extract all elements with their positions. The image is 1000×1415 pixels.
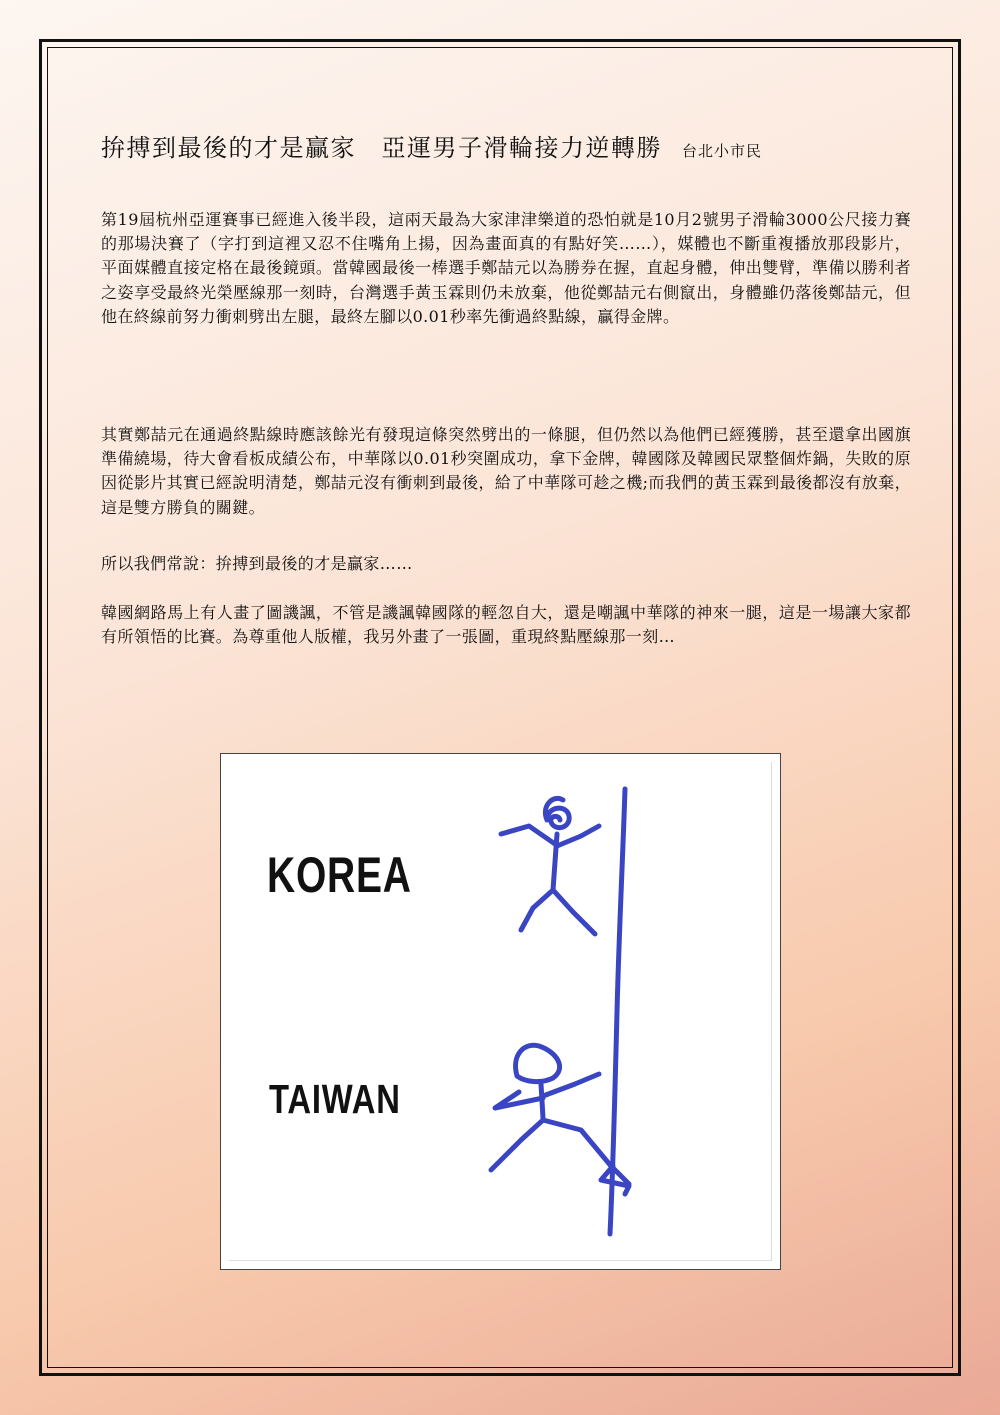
article-title: 拚搏到最後的才是贏家 亞運男子滑輪接力逆轉勝 xyxy=(101,134,662,162)
paragraph-4: 韓國網路馬上有人畫了圖譏諷，不管是譏諷韓國隊的輕忽自大，還是嘲諷中華隊的神來一腿，這是一場讓大家都有所領悟的比賽。為尊重他人版權，我另外畫了一張圖，重現終點壓線那一刻… xyxy=(101,603,911,647)
taiwan-body xyxy=(541,1084,543,1118)
article-author: 台北小市民 xyxy=(682,142,763,160)
stick-figure-drawing xyxy=(229,762,774,1263)
article-header xyxy=(101,128,911,163)
korea-label: KOREA xyxy=(267,847,412,903)
taiwan-left-arm xyxy=(495,1092,543,1108)
korea-head xyxy=(545,798,569,827)
finish-line-illustration xyxy=(220,753,781,1270)
taiwan-back-leg xyxy=(491,1120,543,1170)
korea-right-leg xyxy=(553,890,595,934)
illustration-canvas xyxy=(229,762,772,1261)
korea-stick-figure xyxy=(501,798,599,934)
taiwan-label: TAIWAN xyxy=(269,1076,401,1122)
taiwan-stick-figure xyxy=(491,1045,629,1194)
paragraph-3: 所以我們常說：拚搏到最後的才是贏家…… xyxy=(101,554,413,573)
korea-left-leg xyxy=(521,890,553,930)
taiwan-head xyxy=(516,1045,560,1081)
paragraph-2: 其實鄭喆元在通過終點線時應該餘光有發現這條突然劈出的一條腿，但仍然以為他們已經獲勝，甚至還拿出國旗準備繞場，待大會看板成績公布，中華隊以0.01秒突圍成功，拿下金牌，韓國隊及韓國民眾整個炸鍋，失敗的原因從影片其實已經說明清楚，鄭喆元沒有衝刺到最後，給了中華隊可趁之機;而我們的黃玉霖到最後都沒有放棄，這是雙方勝負的關鍵。 xyxy=(101,425,911,517)
korea-left-arm xyxy=(501,826,555,844)
paragraph-1: 第19屆杭州亞運賽事已經進入後半段，這兩天最為大家津津樂道的恐怕就是10月2號男子滑輪3000公尺接力賽的那場決賽了（字打到這裡又忍不住嘴角上揚，因為畫面真的有點好笑……），媒體也不斷重複播放那段影片，平面媒體直接定格在最後鏡頭。當韓國最後一棒選手鄭喆元以為勝券在握，直起身體，伸出雙臂，準備以勝利者之姿享受最終光榮壓線那一刻時，台灣選手黃玉霖則仍未放棄，他從鄭喆元右側竄出，身體雖仍落後鄭喆元，但他在終線前努力衝刺劈出左腿，最終左腳以0.01秒率先衝過終點線，贏得金牌。 xyxy=(101,210,911,326)
